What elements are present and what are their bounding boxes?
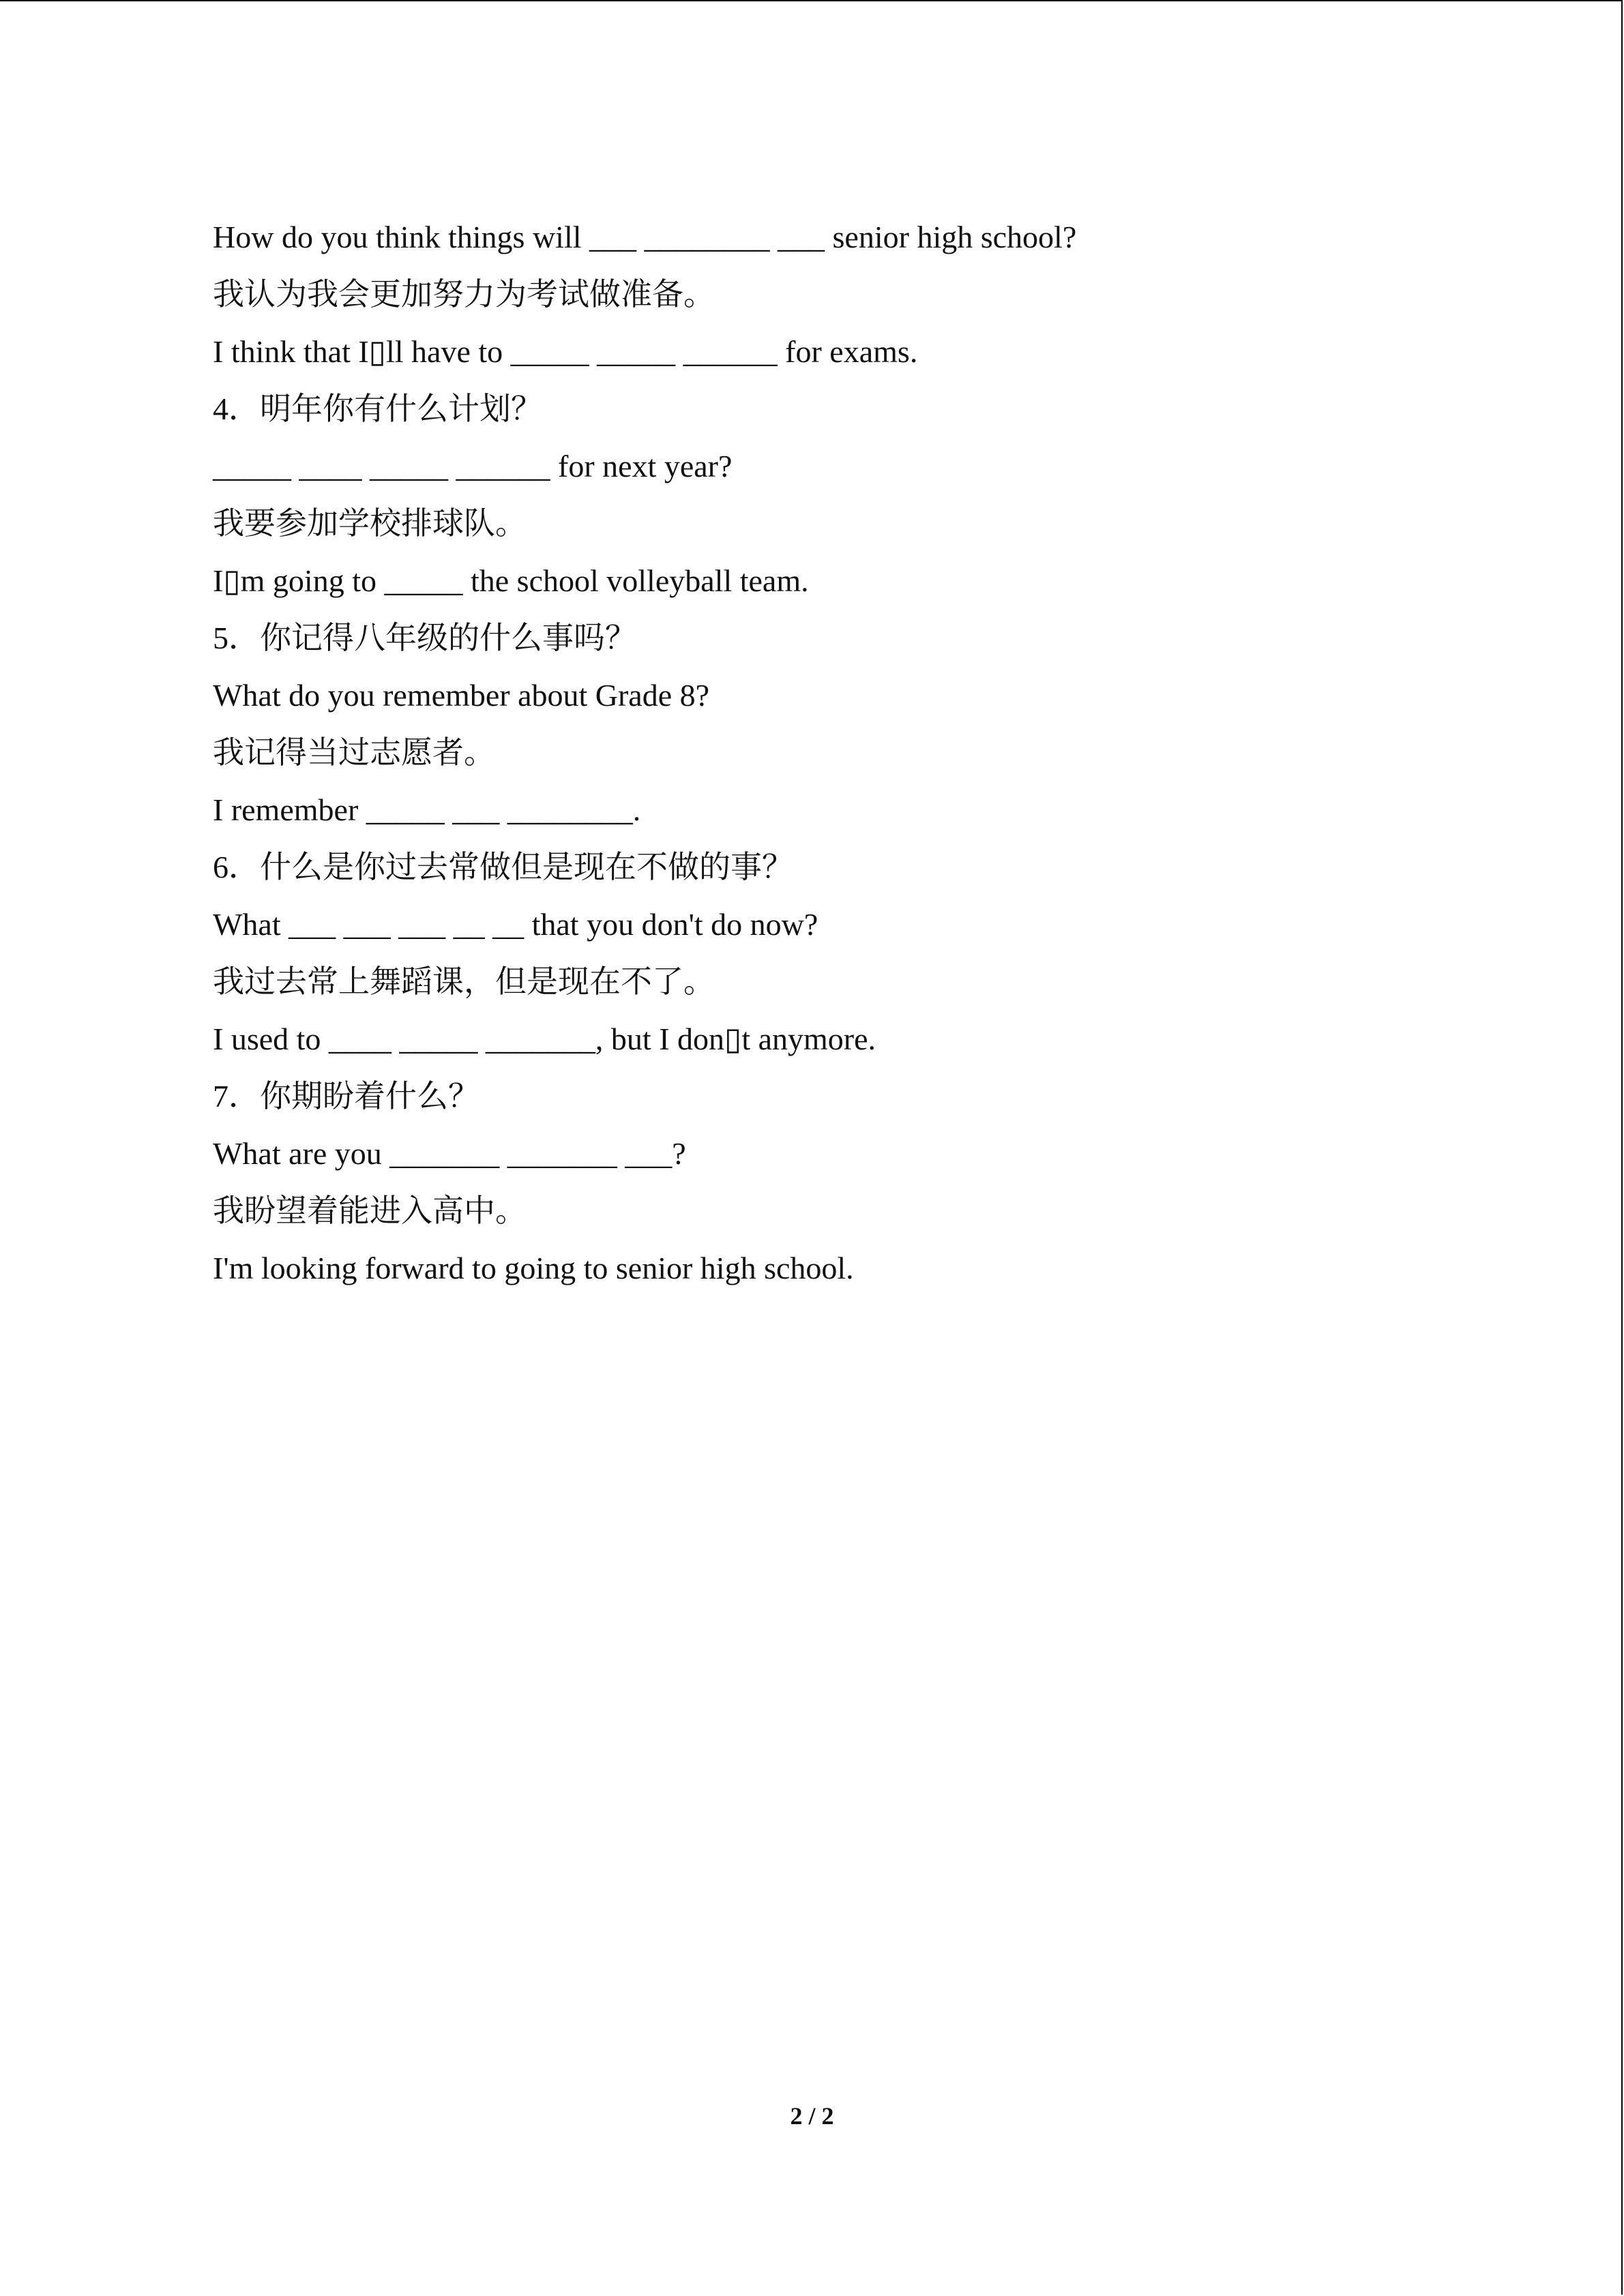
question-4-english-sentence: _____ ____ _____ ______ for next year? bbox=[213, 449, 733, 483]
question-3-english-sentence: How do you think things will ___ ________ ___ senior high school? bbox=[213, 220, 1077, 254]
question-3-english-answer: I think that I▯ll have to _____ _____ ______ for exams. bbox=[213, 334, 918, 369]
question-7-english-sentence: What are you _______ _______ ___? bbox=[213, 1136, 686, 1171]
question-6-chinese-answer: 我过去常上舞蹈课，但是现在不了。 bbox=[213, 964, 715, 999]
question-4-english-answer: I▯m going to _____ the school volleyball team. bbox=[213, 563, 809, 598]
question-5-chinese-answer: 我记得当过志愿者。 bbox=[213, 735, 495, 770]
question-7-prompt: 7．你期盼着什么？ bbox=[213, 1079, 479, 1114]
question-6-prompt: 6．什么是你过去常做但是现在不做的事？ bbox=[213, 850, 793, 884]
question-5-prompt: 5．你记得八年级的什么事吗？ bbox=[213, 621, 636, 655]
question-5-english-answer: I remember _____ ___ ________. bbox=[213, 792, 641, 827]
question-6-english-sentence: What ___ ___ ___ __ __ that you don't do now? bbox=[213, 907, 818, 942]
question-4-prompt: 4．明年你有什么计划？ bbox=[213, 391, 542, 426]
question-3-chinese-answer: 我认为我会更加努力为考试做准备。 bbox=[213, 277, 715, 312]
question-7-english-answer: I'm looking forward to going to senior high school. bbox=[213, 1251, 854, 1285]
question-4-chinese-answer: 我要参加学校排球队。 bbox=[213, 506, 527, 541]
question-7-chinese-answer: 我盼望着能进入高中。 bbox=[213, 1193, 527, 1228]
worksheet-content bbox=[213, 217, 1509, 1305]
page-number: 2 / 2 bbox=[790, 2102, 834, 2130]
question-6-english-answer: I used to ____ _____ _______, but I don▯t anymore. bbox=[213, 1022, 876, 1056]
question-5-english-sentence: What do you remember about Grade 8? bbox=[213, 678, 710, 713]
